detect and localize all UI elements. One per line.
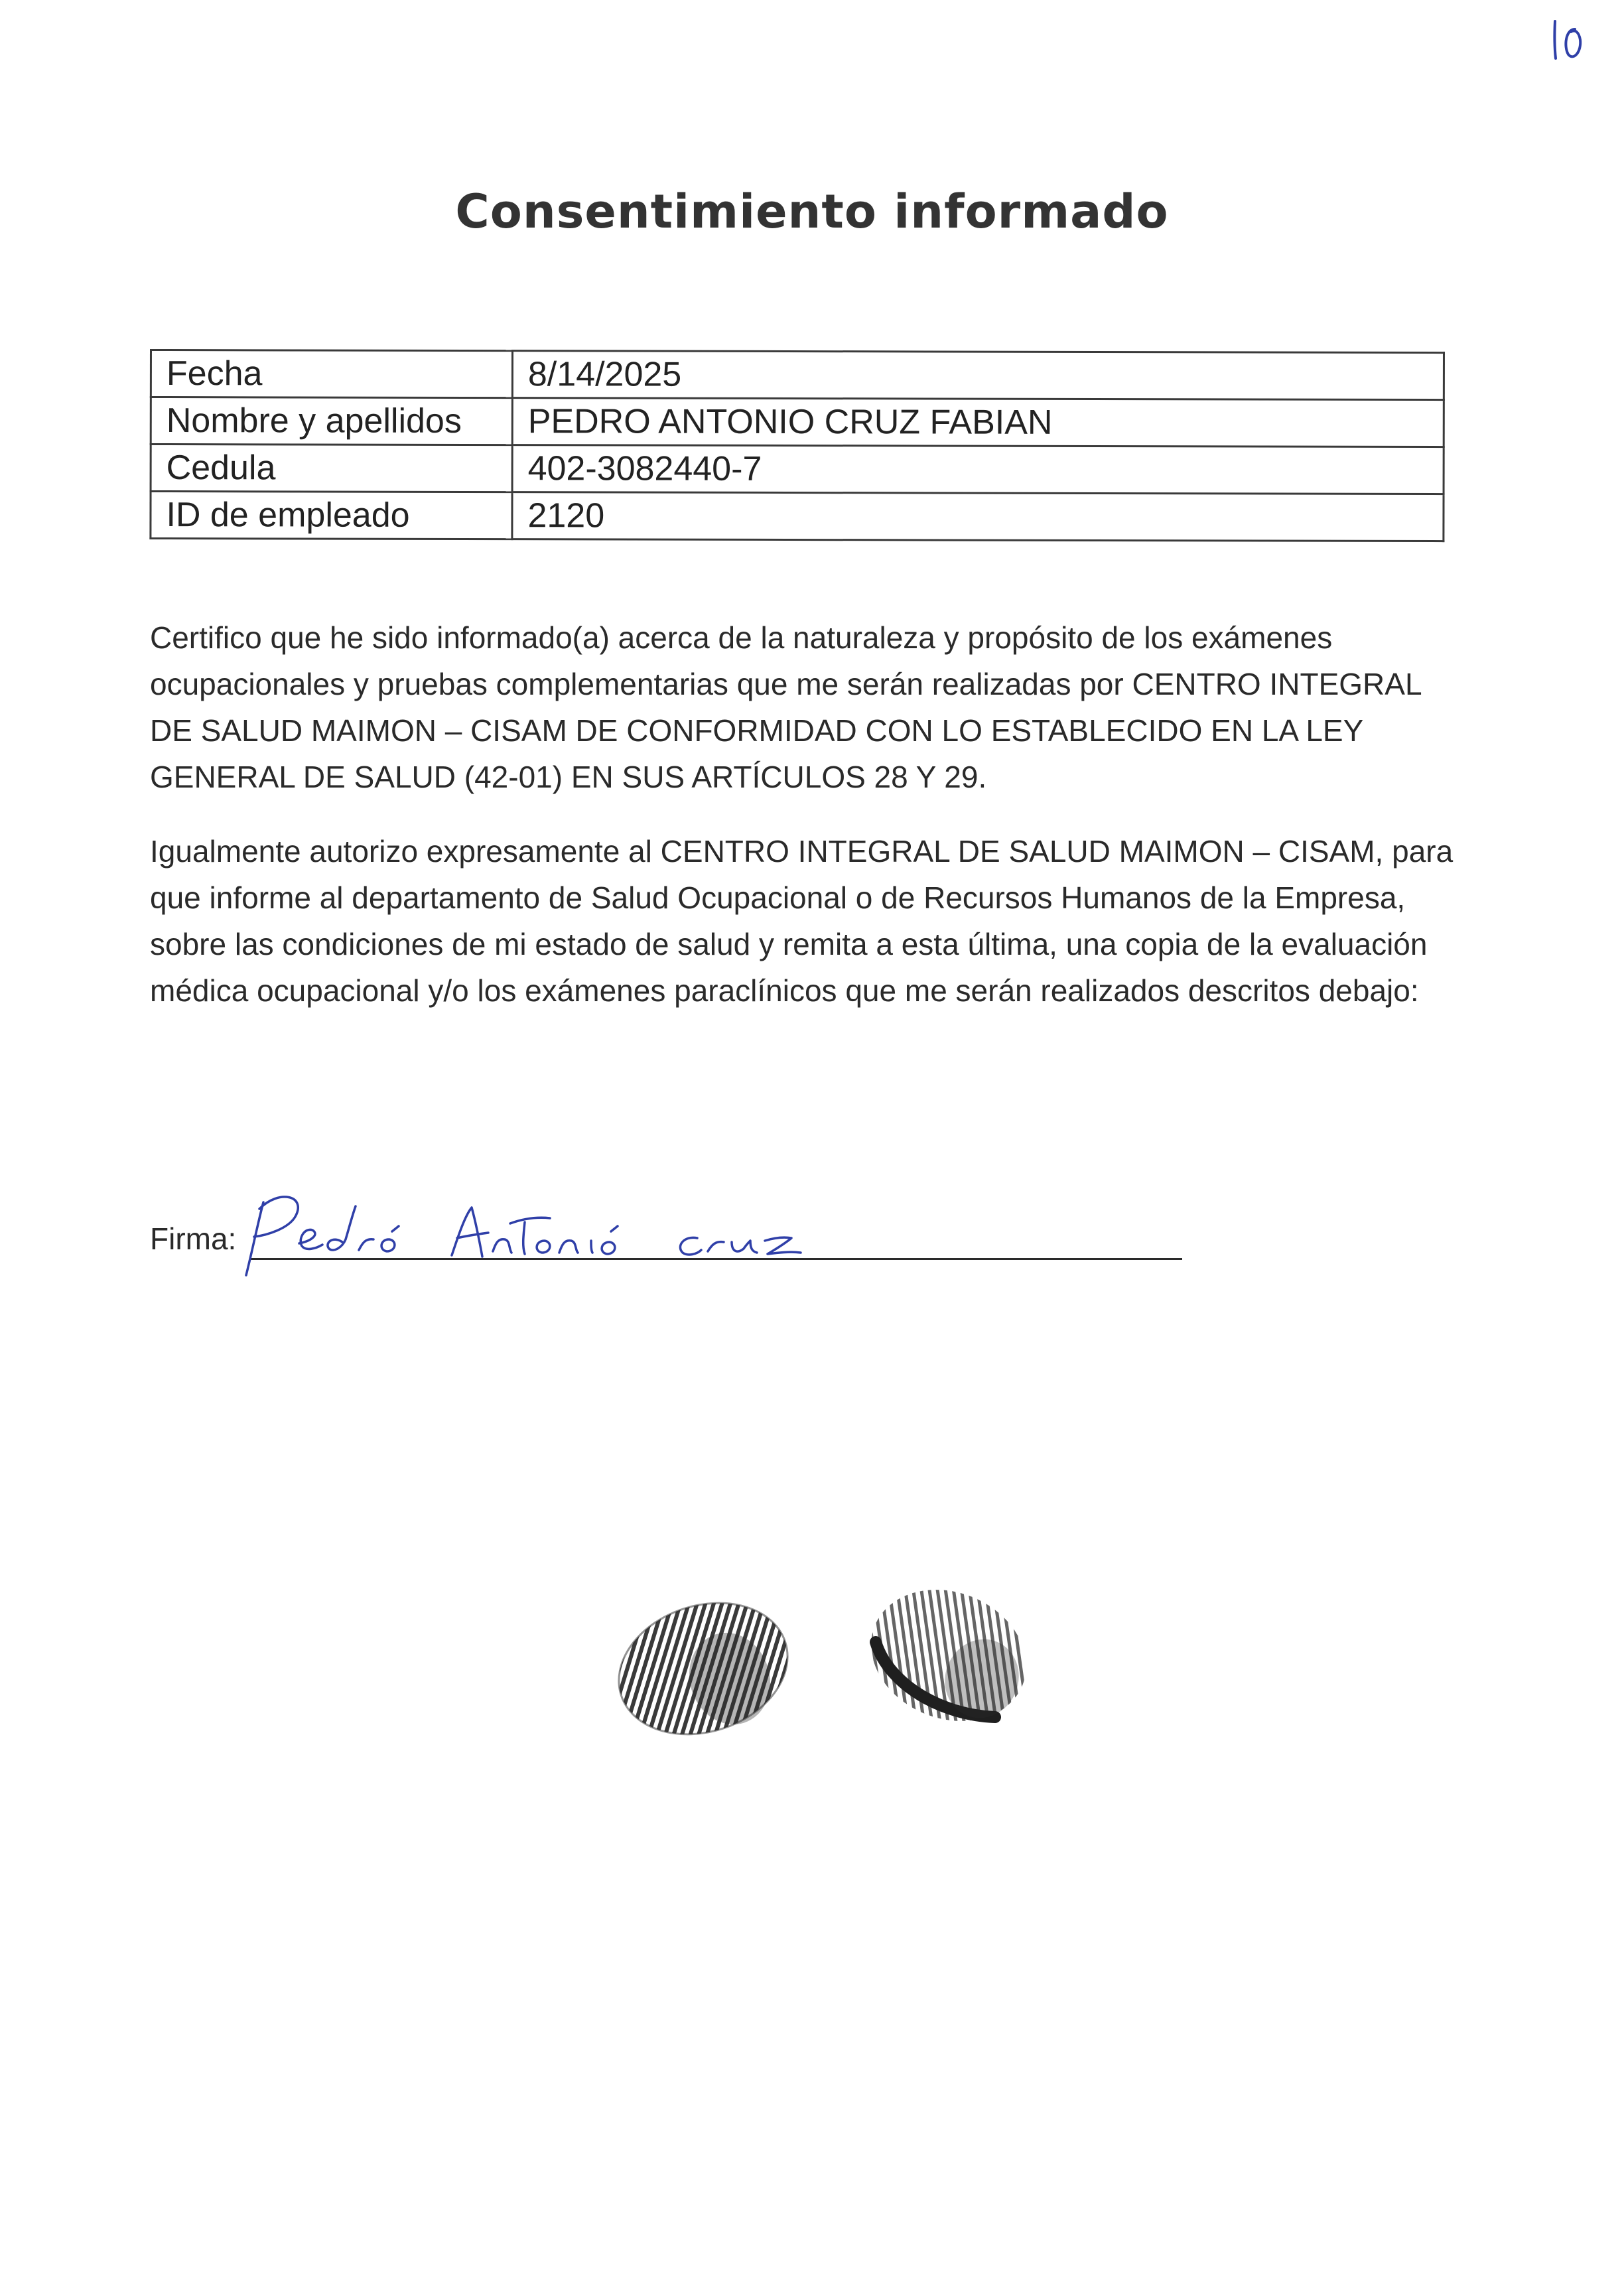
employee-info-table — [149, 349, 1445, 542]
document-title: Consentimiento informado — [455, 184, 1169, 239]
firma-label: Firma: — [150, 1221, 237, 1256]
left-fingerprint — [602, 1582, 805, 1752]
table-row — [151, 445, 1444, 494]
table-row — [151, 350, 1444, 400]
nombre-label: Nombre y apellidos — [151, 397, 512, 445]
page-number-handwritten — [1546, 15, 1586, 61]
fingerprints — [597, 1579, 1061, 1752]
table-row — [151, 397, 1444, 447]
fecha-label: Fecha — [151, 350, 512, 398]
authorization-paragraph: Igualmente autorizo expresamente al CENTRO INTEGRAL DE SALUD MAIMON – CISAM, para que informe al departamento de Salud Ocupacional o de Recursos Humanos de la Empresa, sobre las condiciones de mi estado de salud y remita a esta última, una copia de la evaluación médica ocupacional y/o los exámenes paraclínicos que me serán realizados descritos debajo: — [150, 834, 1454, 1008]
certification-paragraph: Certifico que he sido informado(a) acerca de la naturaleza y propósito de los exámenes ocupacionales y pruebas complementarias que me serán realizadas por CENTRO INTEGRAL DE SALUD MAIMON – CISAM DE CONFORMIDAD CON LO ESTABLECIDO EN LA LEY GENERAL DE SALUD (42-01) EN SUS ARTÍCULOS 28 Y 29. — [150, 620, 1421, 794]
nombre-value: PEDRO ANTONIO CRUZ FABIAN — [512, 398, 1444, 447]
table-row — [151, 492, 1444, 541]
id-empleado-value: 2120 — [512, 492, 1444, 541]
id-empleado-label: ID de empleado — [151, 492, 512, 539]
right-fingerprint — [851, 1579, 1046, 1744]
cedula-label: Cedula — [151, 445, 512, 492]
cedula-value: 402-3082440-7 — [512, 445, 1444, 494]
signature-block — [150, 1194, 1185, 1281]
handwritten-signature — [233, 1182, 963, 1282]
fecha-value: 8/14/2025 — [512, 351, 1444, 400]
